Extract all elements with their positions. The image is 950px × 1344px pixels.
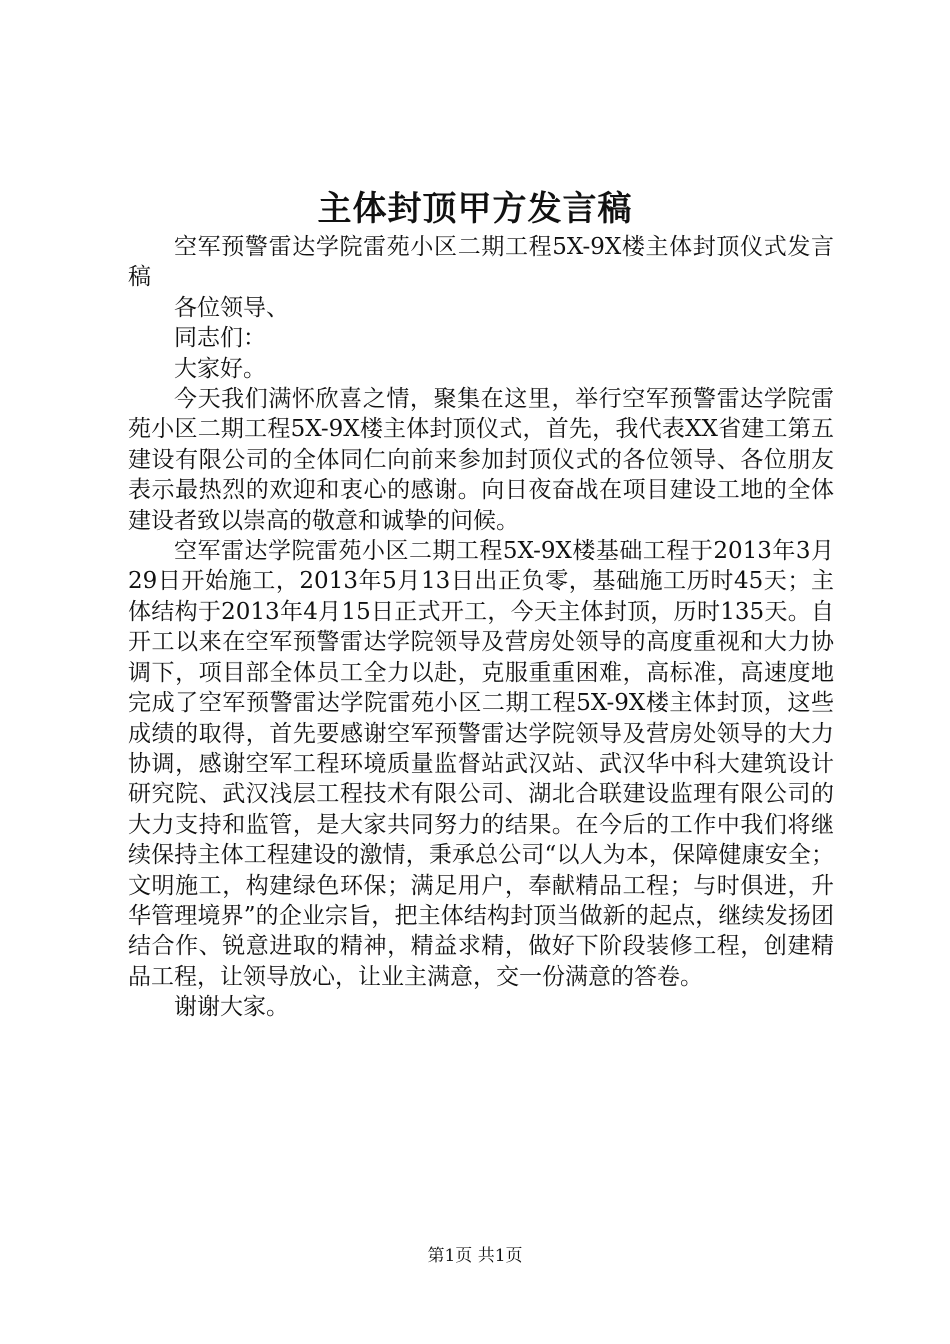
document-body [128,232,834,1023]
document-title: 主体封顶甲方发言稿 [317,189,633,229]
paragraph-greeting: 大家好。 [174,355,266,382]
paragraph-salutation-leaders: 各位领导、 [174,294,289,321]
paragraph-progress: 空军雷达学院雷苑小区二期工程5X-9X楼基础工程于2013年3月29日开始施工，2013年5月13日出正负零，基础施工历时45天；主体结构于2013年4月15日正式开工，今天主体封顶，历时135天。自开工以来在空军预警雷达学院领导及营房处领导的高度重视和大力协调下，项目部全体员工全力以赴，克服重重困难，高标准，高速度地完成了空军预警雷达学院雷苑小区二期工程5X-9X楼主体封顶，这些成绩的取得，首先要感谢空军预警雷达学院领导及营房处领导的大力协调，感谢空军工程环境质量监督站武汉站、武汉华中科大建筑设计研究院、武汉浅层工程技术有限公司、湖北合联建设监理有限公司的大力支持和监管，是大家共同努力的结果。在今后的工作中我们将继续保持主体工程建设的激情，秉承总公司“以人为本，保障健康安全；文明施工，构建绿色环保；满足用户，奉献精品工程；与时俱进，升华管理境界”的企业宗旨，把主体结构封顶当做新的起点，继续发扬团结合作、锐意进取的精神，精益求精，做好下阶段装修工程，创建精品工程，让领导放心，让业主满意，交一份满意的答卷。 [128,538,834,990]
paragraph-heading-line: 空军预警雷达学院雷苑小区二期工程5X-9X楼主体封顶仪式发言稿 [128,234,834,291]
paragraph-welcome: 今天我们满怀欣喜之情，聚集在这里，举行空军预警雷达学院雷苑小区二期工程5X-9X楼主体封顶仪式，首先，我代表XX省建工第五建设有限公司的全体同仁向前来参加封顶仪式的各位领导、各位朋友表示最热烈的欢迎和衷心的感谢。向日夜奋战在项目建设工地的全体建设者致以崇高的敬意和诚挚的问候。 [128,386,834,534]
paragraph-salutation-comrades: 同志们： [174,325,266,352]
page-footer: 第1页 共1页 [427,1246,523,1266]
paragraph-closing: 谢谢大家。 [174,994,289,1021]
